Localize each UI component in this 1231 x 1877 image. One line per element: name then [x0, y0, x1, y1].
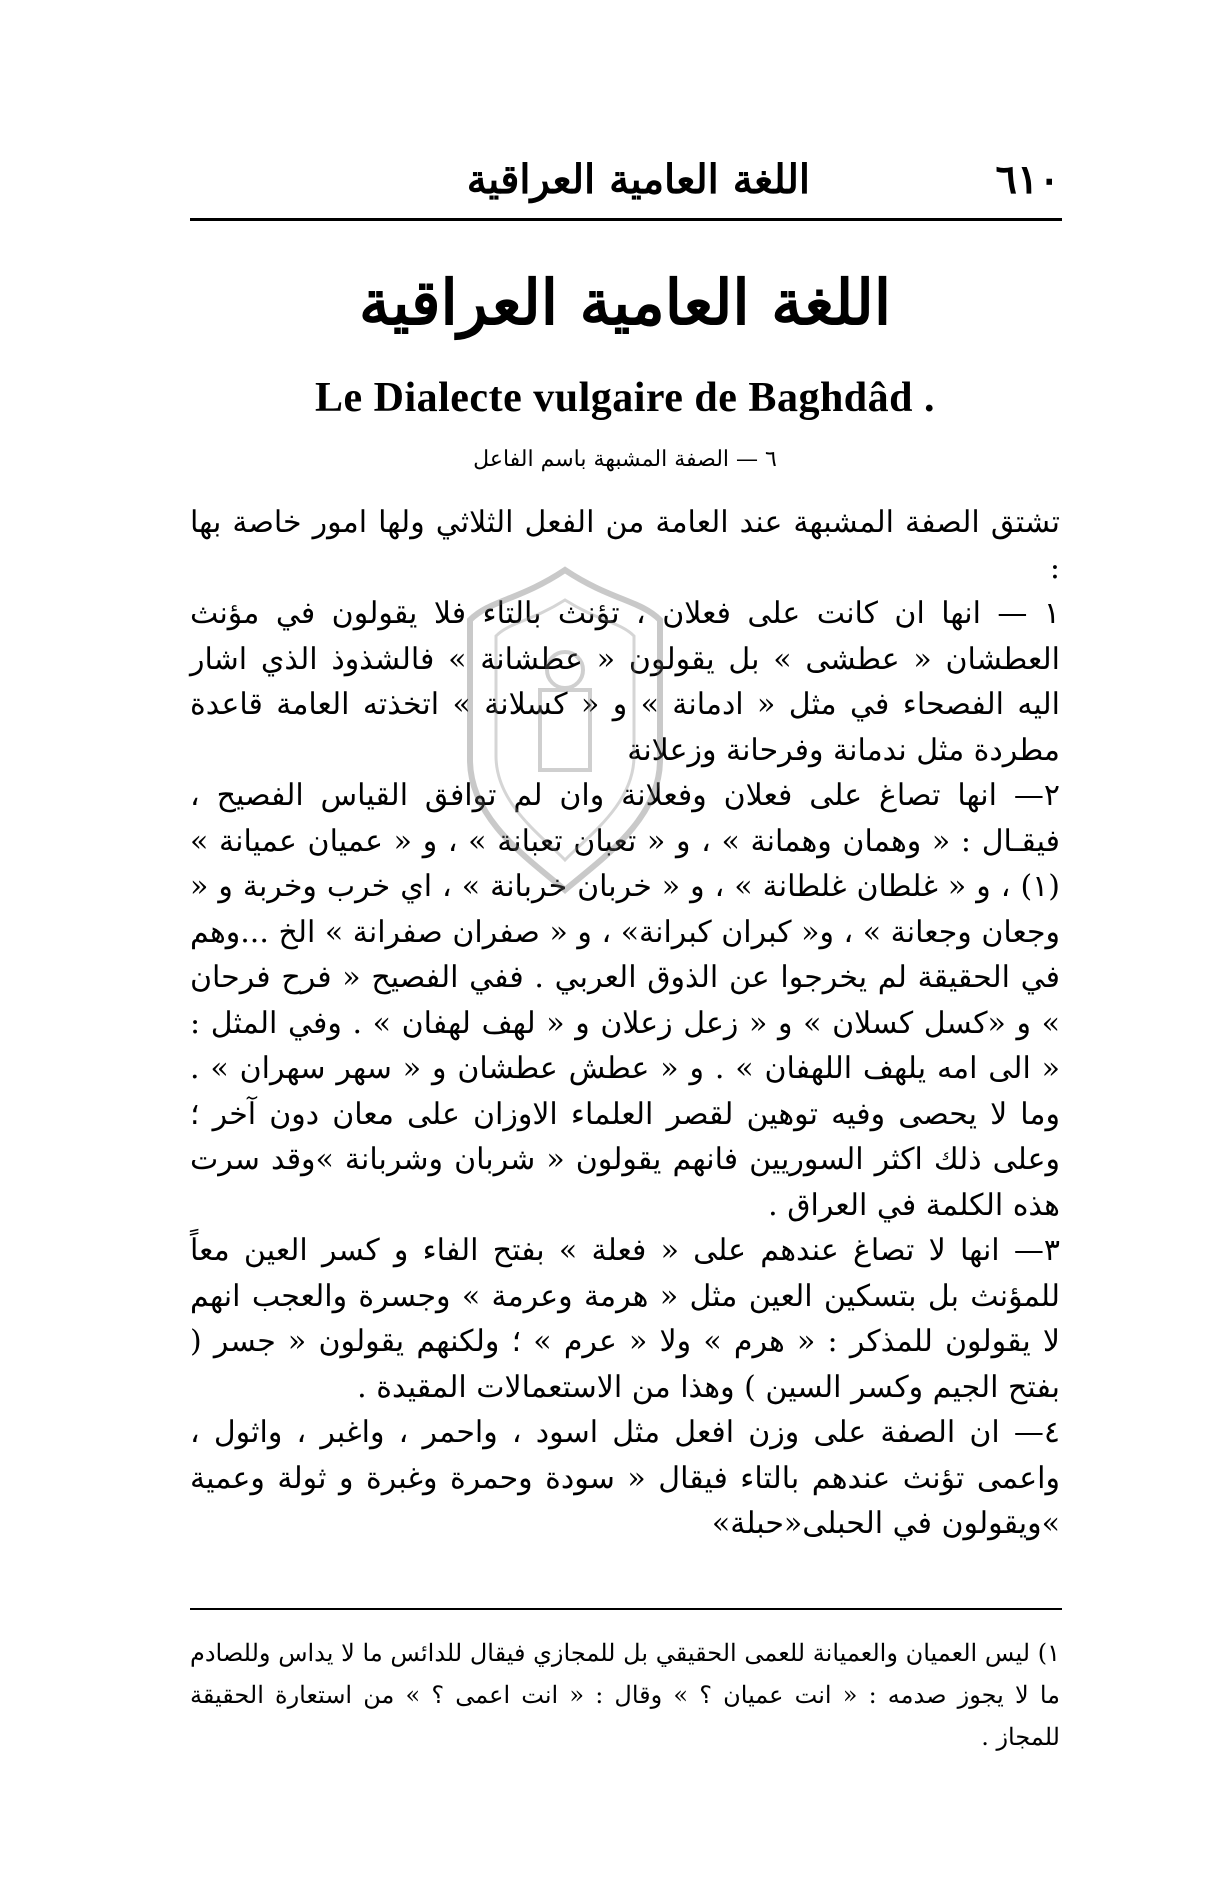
header-divider	[190, 218, 1062, 221]
running-header	[190, 150, 1060, 210]
paragraph-3: ٣— انها لا تصاغ عندهم على « فعلة » بفتح الفاء و كسر العين معاً للمؤنث بل بتسكين العين مثل « هرمة وعرمة » وجسرة والعجب انهم لا يقولون للمذكر : « هرم » ولا « عرم » ؛ ولكنهم يقولون « جسر ( بفتح الجيم وكسر السين ) وهذا من الاستعمالات المقيدة .	[190, 1233, 1060, 1405]
library-stamp-watermark	[430, 560, 700, 900]
paragraph-2: ٢— انها تصاغ على فعلان وفعلانة وان لم توافق القياس الفصيح ، فيقـال : « وهمان وهمانة » ، و « تعبان تعبانة » ، و « عميان عميانة » (١) ، و « غلطان غلطانة » ، و « خربان خربانة » ، اي خرب وخربة و « وجعان وجعانة » ، و« كبران كبرانة» ، و « صفران صفرانة » الخ ...وهم في الحقيقة لم يخرجوا عن الذوق العربي . ففي الفصيح « فرح فرحان » و «كسل كسلان » و « زعل زعلان و « لهف لهفان » . وفي المثل : « الى امه يلهف اللهفان » . و « عطش عطشان و « سهر سهران » . وما لا يحصى وفيه توهين لقصر العلماء الاوزان على معان دون آخر ؛ وعلى ذلك اكثر السوريين فانهم يقولون « شربان وشربانة »وقد سرت هذه الكلمة في العراق .	[190, 778, 1060, 1223]
paragraph-4: ٤— ان الصفة على وزن افعل مثل اسود ، واحمر ، واغبر ، واثول ، واعمى تؤنث عندهم بالتاء فيقال « سودة وحمرة وغبرة و ثولة وعمية »ويقولون في الحبلى«حبلة»	[190, 1415, 1060, 1541]
footnotes	[190, 1632, 1060, 1758]
paragraph-1: ١ — انها ان كانت على فعلان ، تؤنث بالتاء فلا يقولون في مؤنث العطشان « عطشى » بل يقولون « عطشانة » فالشذوذ الذي اشار اليه الفصحاء في مثل « ادمانة » و « كسلانة » اتخذته العامة قاعدة مطردة مثل ندمانة وفرحانة وزعلانة	[190, 596, 1060, 768]
footnote-1: ١) ليس العميان والعميانة للعمى الحقيقي بل للمجازي فيقال للدائس ما لا يداس وللصادم ما لا يجوز صدمه : « انت عميان ؟ » وقال : « انت اعمى ؟ » من استعارة الحقيقة للمجاز .	[190, 1639, 1060, 1751]
page-number: ٦١٠	[995, 156, 1060, 203]
footnote-divider	[190, 1608, 1062, 1610]
article-title: اللغة العامية العراقية	[358, 266, 892, 339]
paragraph-intro: تشتق الصفة المشبهة عند العامة من الفعل الثلاثي ولها امور خاصة بها :	[190, 505, 1060, 586]
section-heading: ٦ — الصفة المشبهة باسم الفاعل	[473, 447, 777, 472]
running-title: اللغة العامية العراقية	[466, 156, 810, 203]
latin-title: Le Dialecte vulgaire de Baghdâd .	[314, 375, 936, 421]
